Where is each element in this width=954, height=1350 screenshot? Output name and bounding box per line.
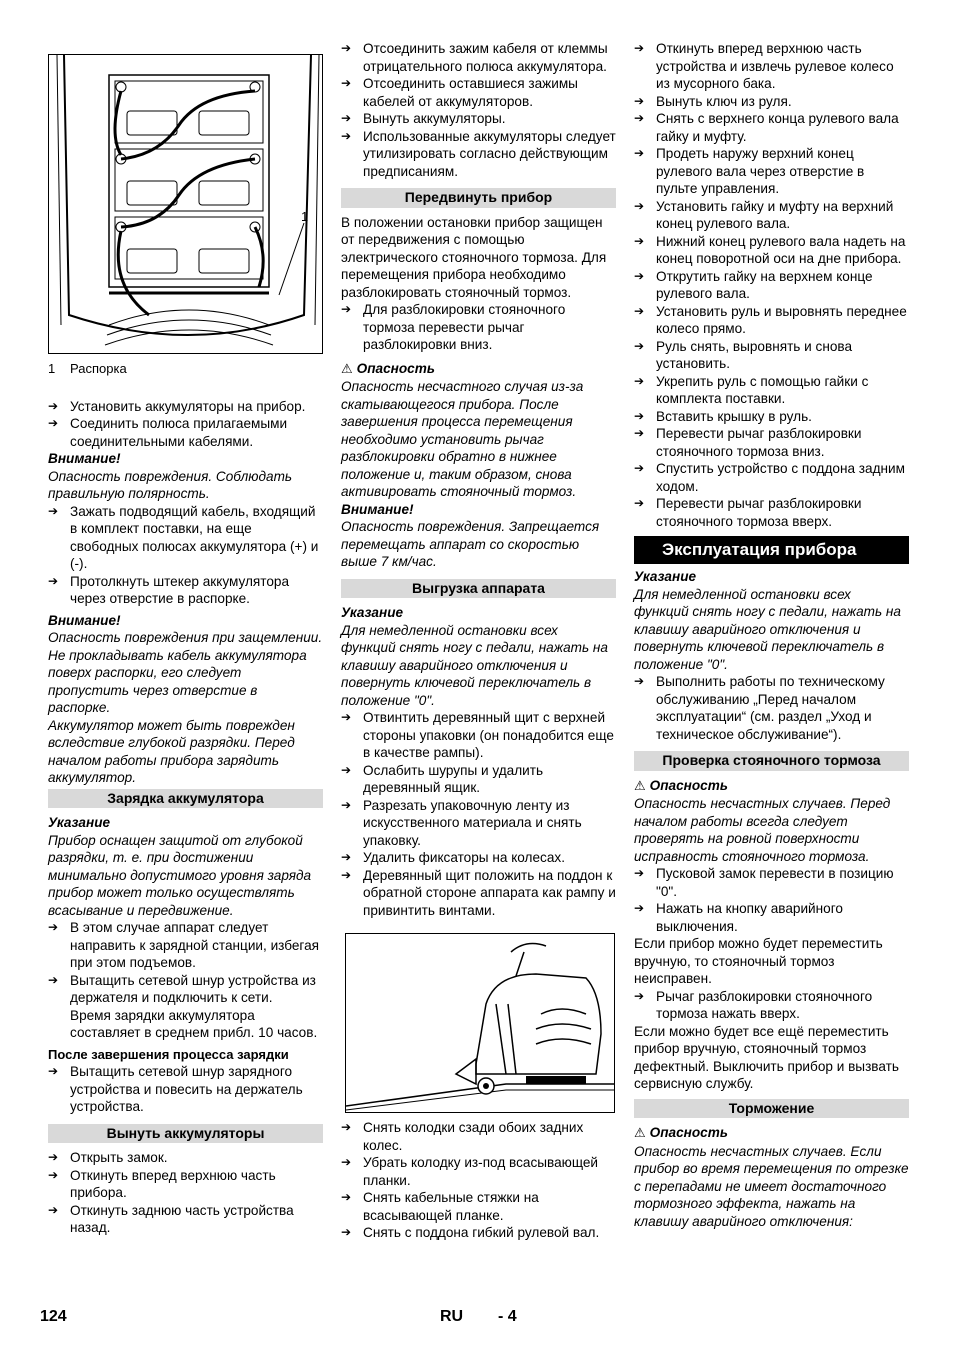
list-item: ➔ Снять кабельные стяжки на всасывающей планке.: [341, 1189, 616, 1224]
warning-text: Аккумулятор может быть поврежден вследствие глубокой разрядки. Перед началом работы прибора зарядить аккумулятор.: [48, 717, 295, 785]
warning-title: Внимание!: [48, 612, 121, 628]
list-item: ➔ Откинуть вперед верхнюю часть устройства и извлечь рулевое колесо из мусорного бака.: [634, 40, 909, 93]
section-heading-unloading: Выгрузка аппарата: [341, 579, 616, 599]
list-item: ➔ Откинуть заднюю часть устройства назад.: [48, 1202, 323, 1237]
list-item: ➔ Удалить фиксаторы на колесах.: [341, 849, 616, 867]
main-heading-operation: Эксплуатация прибора: [634, 536, 909, 564]
battery-figure: [48, 54, 323, 354]
danger-text: Опасность несчастных случаев. Если прибор во время перемещения по отрезке с перепадами не имеет достаточного тормозного эффекта, нажать на клавишу аварийного отключения:: [634, 1143, 909, 1229]
danger-title: ⚠ Опасность: [634, 777, 728, 794]
note-text: Прибор оснащен защитой от глубокой разрядки, т. е. при достижении минимально допустимого уровня заряда прибор может только осуществлять всасывание и передвижение.: [48, 832, 312, 918]
language-code: RU: [440, 1308, 464, 1325]
list-item: ➔ Снять с верхнего конца рулевого вала гайку и муфту.: [634, 110, 909, 145]
list-item: ➔ Протолкнуть штекер аккумулятора через отверстие в распорке.: [48, 573, 323, 608]
list-item: ➔ Установить аккумуляторы на прибор.: [48, 398, 323, 416]
maintenance-steps: [634, 673, 909, 743]
danger-text: Опасность несчастного случая из-за скатывающегося прибора. После завершения процесса перемещения необходимо установить рычаг разблокировки обратно в нижнее положение и, таким образом, снова активировать стояночный тормоз.: [341, 379, 584, 499]
brake-lever-steps: [634, 988, 909, 1023]
list-item: ➔ В этом случае аппарат следует направить к зарядной станции, избегая при этом подъемов.: [48, 919, 323, 972]
list-item: ➔ Снять колодки сзади обоих задних колес.: [341, 1119, 616, 1154]
note-title: Указание: [634, 569, 697, 584]
warning-triangle-icon: ⚠: [634, 1126, 646, 1141]
disconnect-steps: [341, 40, 616, 180]
list-item: ➔ Использованные аккумуляторы следует утилизировать согласно действующим предписаниям.: [341, 128, 616, 181]
warning-text: Опасность повреждения. Соблюдать правильную полярность.: [48, 468, 293, 501]
list-item: ➔ Убрать колодку из-под всасывающей планки.: [341, 1154, 616, 1189]
warning-text: Опасность повреждения при защемлении. Не прокладывать кабель аккумулятора поверх распорки, его следует пропустить через отверстие в распорке.: [48, 630, 323, 715]
column-1: [48, 40, 323, 1237]
note-text: Для немедленной остановки всех функций снять ногу с педали, нажать на клавишу аварийного отключения и повернуть ключевой переключатель в положение "0".: [634, 586, 901, 672]
subheading-after-charging: После завершения процесса зарядки: [48, 1046, 289, 1062]
section-heading-move-device: Передвинуть прибор: [341, 188, 616, 208]
note-title: Указание: [341, 605, 404, 620]
charge-time-text: Время зарядки аккумулятора составляет в среднем прибл. 10 часов.: [70, 1007, 318, 1040]
cable-steps: [48, 503, 323, 608]
list-item: ➔ Вытащить сетевой шнур зарядного устройства и повесить на держатель устройства.: [48, 1063, 323, 1116]
list-item: ➔ Зажать подводящий кабель, входящий в комплект поставки, на еще свободных полюсах аккумулятора (+) и (-).: [48, 503, 323, 573]
section-heading-braking: Торможение: [634, 1099, 909, 1119]
ramp-figure: [345, 933, 615, 1113]
warning-title: Внимание!: [341, 501, 414, 517]
warning-text: Опасность повреждения. Запрещается перемещать аппарат со скоростью выше 7 км/час.: [341, 519, 600, 569]
ramp-steps: [341, 1119, 616, 1242]
caption-number: 1: [48, 361, 56, 376]
steering-steps: [634, 40, 909, 530]
list-item: ➔ Отсоединить зажим кабеля от клеммы отрицательного полюса аккумулятора.: [341, 40, 616, 75]
list-item: ➔ Ослабить шурупы и удалить деревянный ящик.: [341, 762, 616, 797]
section-heading-charging: Зарядка аккумулятора: [48, 789, 323, 809]
note-title: Указание: [48, 815, 111, 830]
note-text: Для немедленной остановки всех функций снять ногу с педали, нажать на клавишу аварийного отключения и повернуть ключевой переключатель в положение "0".: [341, 622, 608, 708]
list-item: ➔ Спустить устройство с поддона задним ходом.: [634, 460, 909, 495]
list-item: ➔ Вытащить сетевой шнур устройства из держателя и подключить к сети.: [48, 972, 323, 1007]
figure-caption: [48, 360, 323, 378]
list-item: ➔ Снять с поддона гибкий рулевой вал.: [341, 1224, 616, 1242]
list-item: ➔ Открыть замок.: [48, 1149, 323, 1167]
list-item: ➔ Укрепить руль с помощью гайки с комплекта поставки.: [634, 373, 909, 408]
page-number: 124: [40, 1308, 67, 1325]
figure-callout-1: 1: [301, 209, 309, 224]
danger-title: ⚠ Опасность: [634, 1125, 728, 1141]
section-heading-brake-check: Проверка стояночного тормоза: [634, 751, 909, 771]
list-item: ➔ Перевести рычаг разблокировки стояночного тормоза вниз.: [634, 425, 909, 460]
remove-battery-steps: [48, 1149, 323, 1237]
list-item: ➔ Выполнить работы по техническому обслуживанию „Перед началом эксплуатации“ (см. раздел „Уход и техническое обслуживание“).: [634, 673, 909, 743]
paragraph: В положении остановки прибор защищен от передвижения с помощью электрического стояночного тормоза. Для перемещения прибора необходимо разблокировать стояночный тормоз.: [341, 214, 607, 300]
brake-check-steps: [634, 865, 909, 935]
list-item: ➔ Соединить полюса прилагаемыми соединительными кабелями.: [48, 415, 323, 450]
unloading-steps: [341, 709, 616, 919]
paragraph: Если можно будет все ещё переместить прибор вручную, стояночный тормоз дефектный. Выключить прибор и вызвать сервисную службу.: [634, 1023, 899, 1091]
section-heading-remove-batteries: Вынуть аккумуляторы: [48, 1124, 323, 1144]
list-item: ➔ Разрезать упаковочную ленту из искусственного материала и снять упаковку.: [341, 797, 616, 850]
column-3: [634, 40, 909, 1230]
battery-illustration: [49, 55, 323, 354]
list-item: ➔ Пусковой замок перевести в позицию "0".: [634, 865, 909, 900]
list-item: ➔ Откинуть вперед верхнюю часть прибора.: [48, 1167, 323, 1202]
list-item: ➔ Руль снять, выровнять и снова установить.: [634, 338, 909, 373]
column-2: [341, 40, 616, 1242]
list-item: ➔ Вставить крышку в руль.: [634, 408, 909, 426]
install-battery-steps: [48, 398, 323, 451]
list-item: ➔ Рычаг разблокировки стояночного тормоза нажать вверх.: [634, 988, 909, 1023]
list-item: ➔ Установить гайку и муфту на верхний конец рулевого вала.: [634, 198, 909, 233]
section-number: - 4: [498, 1308, 517, 1325]
list-item: ➔ Отвинтить деревянный щит с верхней стороны упаковки (он понадобится еще в качестве рампы).: [341, 709, 616, 762]
after-charging-steps: [48, 1063, 323, 1116]
caption-text: Распорка: [70, 361, 127, 376]
warning-triangle-icon: ⚠: [634, 778, 646, 794]
paragraph: Если прибор можно будет переместить вручную, то стояночный тормоз неисправен.: [634, 936, 883, 986]
list-item: ➔ Продеть наружу верхний конец рулевого вала через отверстие в пульте управления.: [634, 145, 909, 198]
list-item: ➔ Нажать на кнопку аварийного выключения.: [634, 900, 909, 935]
list-item: ➔ Вынуть ключ из руля.: [634, 93, 909, 111]
machine-on-ramp-illustration: [346, 934, 615, 1113]
warning-title: Внимание!: [48, 451, 121, 466]
list-item: ➔ Для разблокировки стояночного тормоза перевести рычаг разблокировки вниз.: [341, 301, 616, 354]
list-item: ➔ Открутить гайку на верхнем конце рулевого вала.: [634, 268, 909, 303]
list-item: ➔ Деревянный щит положить на поддон к обратной стороне аппарата как рампу и привинтить винтами.: [341, 867, 616, 920]
warning-triangle-icon: ⚠: [341, 361, 353, 377]
unlock-brake-steps: [341, 301, 616, 354]
list-item: ➔ Перевести рычаг разблокировки стояночного тормоза вверх.: [634, 495, 909, 530]
danger-text: Опасность несчастных случаев. Перед началом работы всегда следует проверять на ровной поверхности исправность стояночного тормоза.: [634, 796, 891, 864]
list-item: ➔ Установить руль и выровнять переднее колесо прямо.: [634, 303, 909, 338]
danger-title: ⚠ Опасность: [341, 360, 435, 377]
list-item: ➔ Нижний конец рулевого вала надеть на конец поворотной оси на дне прибора.: [634, 233, 909, 268]
list-item: ➔ Вынуть аккумуляторы.: [341, 110, 616, 128]
charging-steps: [48, 919, 323, 1007]
list-item: ➔ Отсоединить оставшиеся зажимы кабелей от аккумуляторов.: [341, 75, 616, 110]
